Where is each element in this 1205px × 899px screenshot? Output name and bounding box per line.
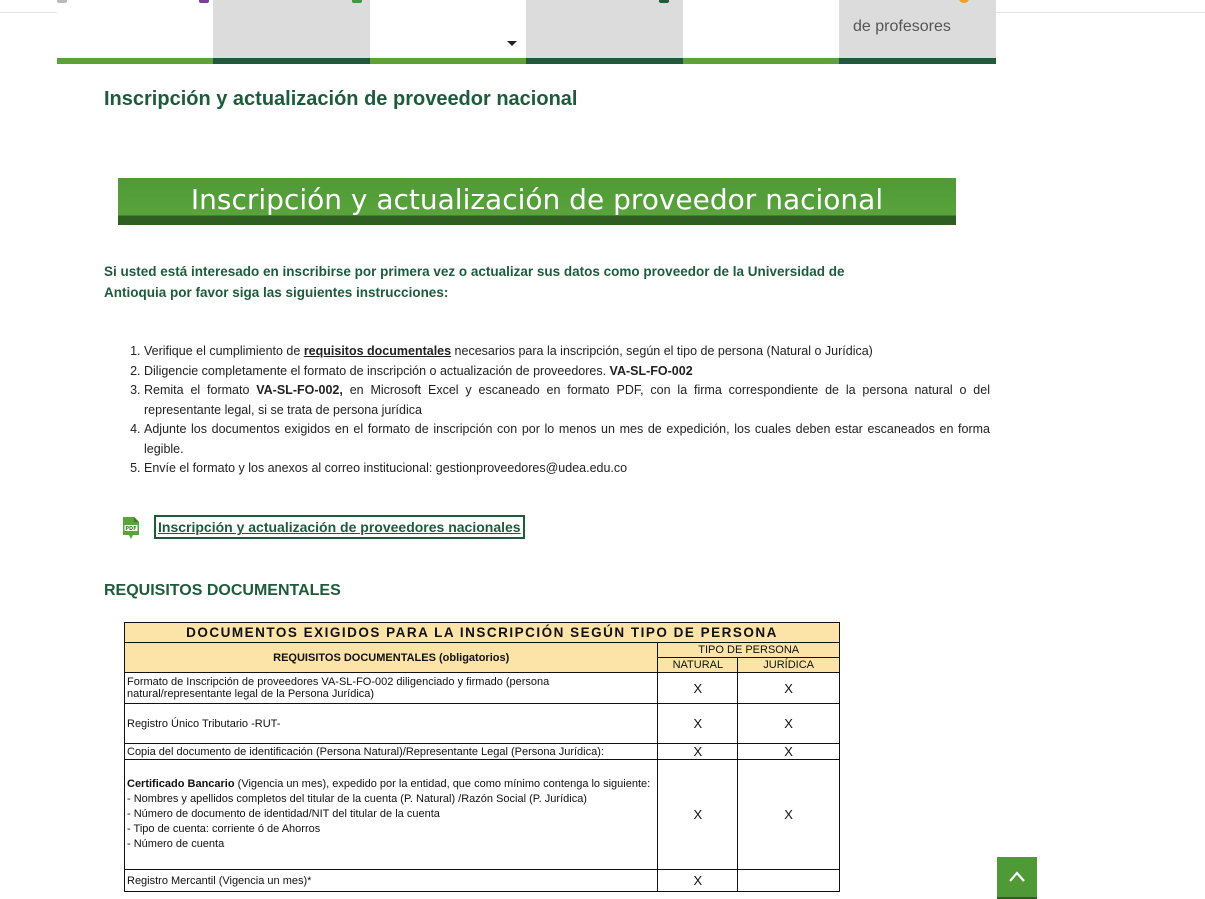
list-item: 4. Adjunte los documentos exigidos en el formato de inscripción con por lo menos un mes de expedición, los cuales deben estar escaneados en forma legible. (144, 420, 990, 459)
list-item: 3. Remita el formato VA-SL-FO-002, en Microsoft Excel y escaneado en formato PDF, con la firma correspondiente de la persona natural o del representante legal, si se trata de persona jurídica (144, 381, 990, 420)
table-cell-natural: X (658, 673, 738, 704)
menu-icon (57, 0, 67, 3)
table-header-requisitos: REQUISITOS DOCUMENTALES (obligatorios) (125, 643, 658, 673)
table-cell-requirement: Registro Único Tributario -RUT- (125, 704, 658, 744)
table-cell-natural: X (658, 760, 738, 870)
chevron-up-icon (1007, 867, 1027, 887)
nav-tab-4[interactable] (526, 0, 683, 58)
table-row (125, 870, 840, 892)
table-cell-juridica (738, 870, 840, 892)
table-cell-juridica: X (738, 744, 840, 760)
banner-text: Inscripción y actualización de proveedor nacional (190, 183, 884, 216)
nav-tab-3-dropdown[interactable] (370, 0, 526, 58)
list-item: 1. Verifique el cumplimiento de requisitos documentales necesarios para la inscripción, según el tipo de persona (Natural o Jurídica) (144, 342, 990, 362)
table-cell-natural: X (658, 704, 738, 744)
menu-icon (959, 0, 969, 3)
table-cell-requirement: Registro Mercantil (Vigencia un mes)* (125, 870, 658, 892)
nav-tab-label: de profesores (853, 18, 951, 35)
nav-tab-1[interactable] (57, 0, 213, 58)
list-item: 2. Diligencie completamente el formato de inscripción o actualización de proveedores. VA-SL-FO-002 (144, 362, 990, 382)
page-title: Inscripción y actualización de proveedor nacional (104, 88, 578, 110)
nav-tab-2[interactable] (213, 0, 370, 58)
table-cell-juridica: X (738, 704, 840, 744)
table-cell-requirement: Formato de Inscripción de proveedores VA-SL-FO-002 diligenciado y firmado (persona natural/representante legal de la Persona Jurídica) (125, 673, 658, 704)
table-row (125, 760, 840, 870)
table-cell-juridica: X (738, 760, 840, 870)
table-header-natural: NATURAL (658, 658, 738, 673)
pdf-file-icon[interactable] (121, 516, 141, 540)
main-nav (57, 0, 996, 64)
banner-image (118, 178, 956, 225)
menu-icon (659, 0, 669, 3)
table-cell-natural: X (658, 744, 738, 760)
table-row (125, 673, 840, 704)
requirements-heading: REQUISITOS DOCUMENTALES (104, 582, 341, 599)
table-row (125, 744, 840, 760)
nav-tab-6[interactable] (839, 0, 996, 58)
intro-text: Si usted está interesado en inscribirse por primera vez o actualizar sus datos como proveedor de la Universidad de Antioquia por favor siga las siguientes instrucciones: (104, 264, 845, 300)
svg-text:PDF: PDF (125, 526, 137, 532)
table-cell-juridica: X (738, 673, 840, 704)
list-item: 5. Envíe el formato y los anexos al correo institucional: gestionproveedores@udea.edu.co (144, 459, 990, 479)
table-cell-natural: X (658, 870, 738, 892)
table-header-juridica: JURÍDICA (738, 658, 840, 673)
pdf-download-link[interactable]: Inscripción y actualización de proveedores nacionales (154, 515, 525, 539)
table-cell-requirement: Certificado Bancario (Vigencia un mes), expedido por la entidad, que como mínimo contenga lo siguiente: - Nombres y apellidos completos del titular de la cuenta (P. Natural) /Razón Social (P. Jurídica) - Número de documento de identidad/NIT del titular de la cuenta - Tipo de cuenta: corriente ó de Ahorros - Número de cuenta (125, 760, 658, 870)
menu-icon (199, 0, 209, 3)
instructions-list (104, 342, 990, 479)
scroll-to-top-button[interactable] (997, 857, 1037, 899)
table-header-tipo: TIPO DE PERSONA (658, 643, 840, 658)
requisitos-link[interactable]: requisitos documentales (303, 344, 452, 358)
nav-tab-5[interactable] (683, 0, 839, 58)
requirements-table (124, 622, 840, 892)
table-title: DOCUMENTOS EXIGIDOS PARA LA INSCRIPCIÓN SEGÚN TIPO DE PERSONA (125, 623, 840, 643)
menu-icon (352, 0, 362, 3)
table-cell-requirement: Copia del documento de identificación (Persona Natural)/Representante Legal (Persona Jurídica): (125, 744, 658, 760)
chevron-down-icon[interactable] (507, 41, 517, 46)
table-row (125, 704, 840, 744)
